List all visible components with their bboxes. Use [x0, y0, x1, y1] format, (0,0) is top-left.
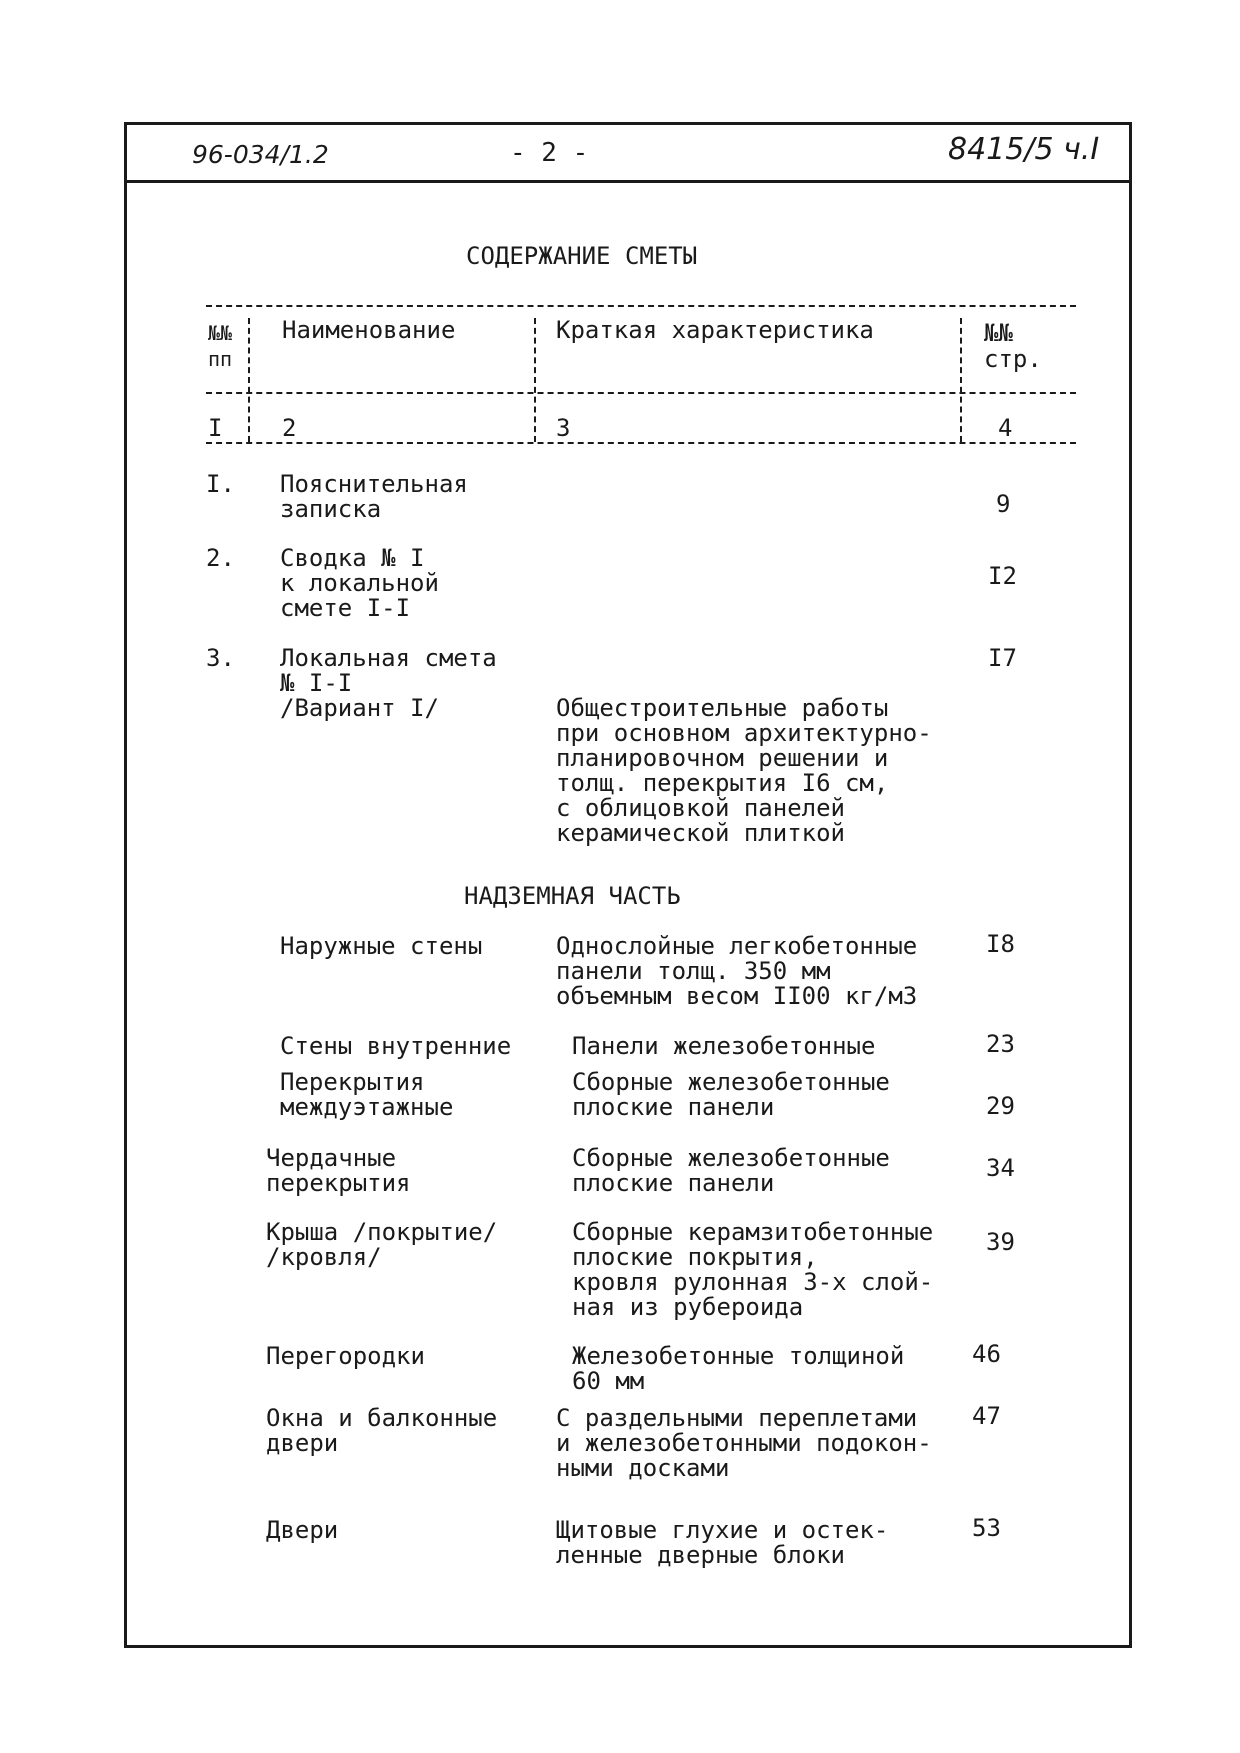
item-description: Железобетонные толщиной 60 мм: [572, 1342, 905, 1395]
column-header-desc: Краткая характеристика: [556, 316, 874, 344]
item-page: 53: [972, 1514, 1001, 1542]
item-page: 29: [986, 1092, 1015, 1120]
item-description: Сборные железобетонные плоские панели: [572, 1144, 890, 1197]
entry-name: Локальная смета № I-I /Вариант I/: [280, 644, 497, 722]
entry-name: Сводка № I к локальной смете I-I: [280, 544, 439, 622]
item-description: Однослойные легкобетонные панели толщ. 350 мм объемным весом II00 кг/м3: [556, 932, 918, 1010]
column-header-page: №№ стр.: [984, 319, 1042, 373]
column-number: I: [208, 414, 223, 442]
column-separator: [960, 318, 962, 442]
entry-number: 2.: [206, 544, 235, 572]
item-page: 23: [986, 1030, 1015, 1058]
entry-number: 3.: [206, 644, 235, 672]
table-header-rule: [206, 392, 1076, 394]
entry-number: I.: [206, 470, 235, 498]
item-name: Перегородки: [266, 1342, 425, 1370]
item-name: Наружные стены: [280, 932, 483, 960]
header-divider: [124, 180, 1132, 183]
item-page: 47: [972, 1402, 1001, 1430]
item-page: 46: [972, 1340, 1001, 1368]
item-name: Окна и балконные двери: [266, 1404, 498, 1457]
entry-page: I2: [988, 562, 1017, 590]
document-code: 96-034/1.2: [192, 140, 329, 169]
item-name: Двери: [266, 1516, 339, 1544]
column-number: 3: [556, 414, 571, 442]
item-description: Щитовые глухие и остек- ленные дверные блоки: [556, 1516, 889, 1569]
entry-page: 9: [996, 490, 1011, 518]
section-title: НАДЗЕМНАЯ ЧАСТЬ: [464, 882, 681, 910]
entry-page: I7: [988, 644, 1017, 672]
page-title: СОДЕРЖАНИЕ СМЕТЫ: [466, 242, 698, 270]
item-description: Сборные керамзитобетонные плоские покрытия, кровля рулонная 3-х слой- ная из рубероида: [572, 1218, 934, 1321]
column-header-name: Наименование: [282, 316, 456, 344]
item-page: 34: [986, 1154, 1015, 1182]
item-name: Чердачные перекрытия: [266, 1144, 411, 1197]
entry-name: Пояснительная записка: [280, 470, 468, 523]
item-description: Сборные железобетонные плоские панели: [572, 1068, 890, 1121]
column-header-num: №№ пп: [208, 321, 233, 371]
item-page: 39: [986, 1228, 1015, 1256]
table-numbers-rule: [206, 442, 1076, 444]
item-description: Панели железобетонные: [572, 1032, 876, 1060]
page-number: - 2 -: [510, 138, 589, 168]
archive-code: 8415/5 ч.I: [948, 132, 1100, 167]
item-description: С раздельными переплетами и железобетонными подокон- ными досками: [556, 1404, 932, 1482]
item-name: Перекрытия междуэтажные: [280, 1068, 454, 1121]
item-name: Крыша /покрытие/ /кровля/: [266, 1218, 498, 1271]
column-number: 2: [282, 414, 297, 442]
item-page: I8: [986, 930, 1015, 958]
column-separator: [534, 318, 536, 442]
column-number: 4: [998, 414, 1013, 442]
table-top-rule: [206, 305, 1076, 307]
column-separator: [248, 318, 250, 442]
item-name: Стены внутренние: [280, 1032, 512, 1060]
entry-description: Общестроительные работы при основном архитектурно- планировочном решении и толщ. перекрытия I6 см, с облицовкой панелей керамической плиткой: [556, 694, 932, 847]
